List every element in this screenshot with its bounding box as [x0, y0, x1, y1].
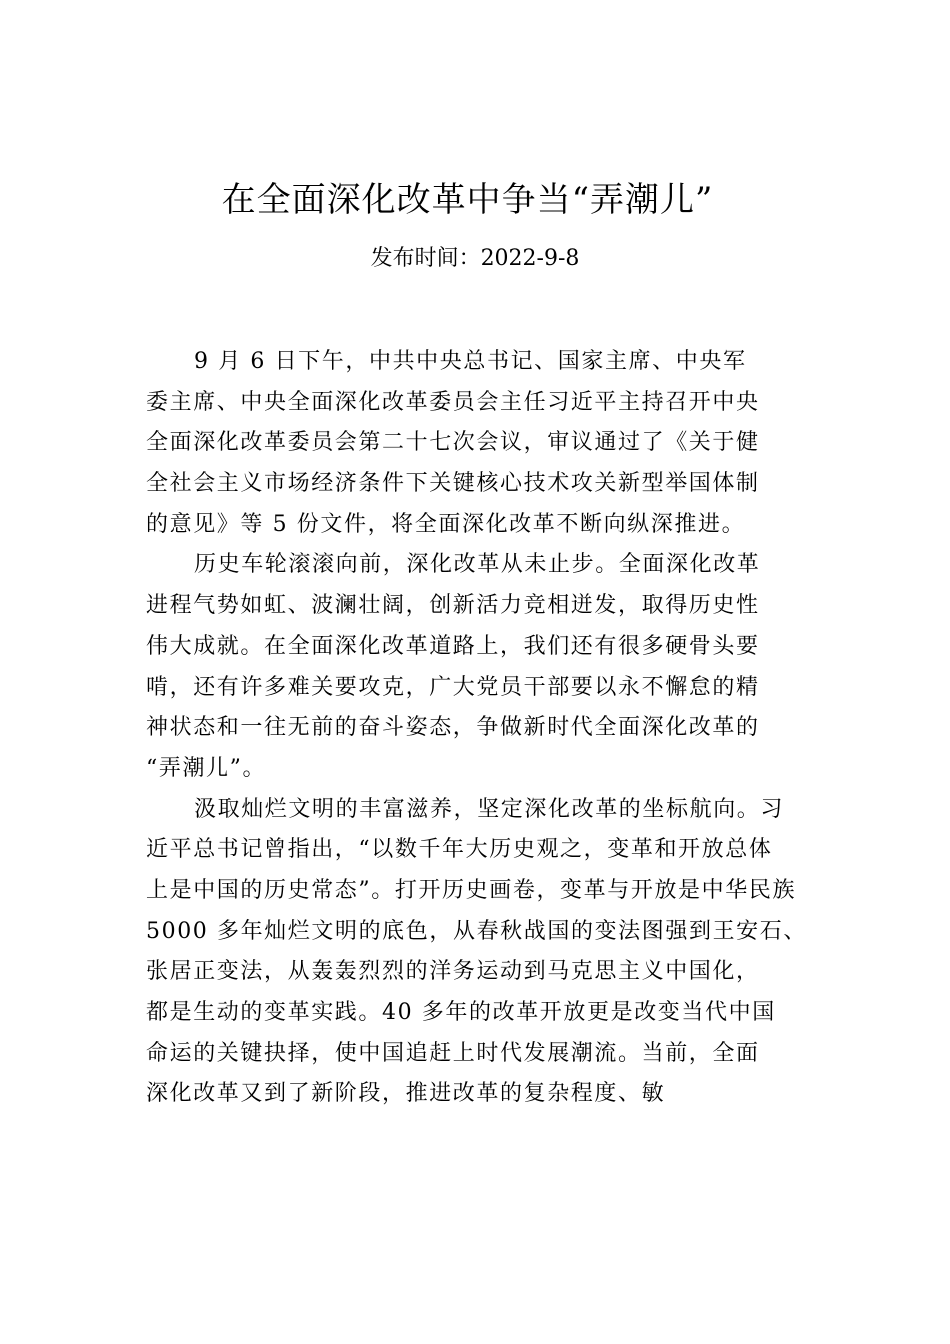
paragraph-1-line-5: 的意见》等 5 份文件，将全面深化改革不断向纵深推进。	[146, 511, 746, 537]
paragraph-3-line-8: 深化改革又到了新阶段，推进改革的复杂程度、敏	[146, 1081, 666, 1107]
paragraph-2-line-5: 神状态和一往无前的奋斗姿态，争做新时代全面深化改革的	[146, 715, 760, 741]
publish-date: 发布时间：2022-9-8	[370, 246, 580, 271]
paragraph-2-line-3: 伟大成就。在全面深化改革道路上，我们还有很多硬骨头要	[146, 633, 760, 659]
document-title: 在全面深化改革中争当“弄潮儿”	[221, 180, 714, 220]
paragraph-3-line-4: 5000 多年灿烂文明的底色，从春秋战国的变法图强到王安石、	[146, 918, 807, 944]
paragraph-2-line-4: 啃，还有许多难关要攻克，广大党员干部要以永不懈怠的精	[146, 674, 760, 700]
paragraph-3-line-6: 都是生动的变革实践。40 多年的改革开放更是改变当代中国	[146, 1000, 776, 1025]
paragraph-3-line-1: 汲取灿烂文明的丰富滋养，坚定深化改革的坐标航向。习	[194, 796, 785, 822]
paragraph-3-line-7: 命运的关键抉择，使中国追赶上时代发展潮流。当前，全面	[146, 1040, 760, 1066]
paragraph-2-line-2: 进程气势如虹、波澜壮阔，创新活力竞相迸发，取得历史性	[146, 593, 760, 619]
paragraph-1-line-3: 全面深化改革委员会第二十七次会议，审议通过了《关于健	[146, 430, 760, 456]
paragraph-3-line-5: 张居正变法，从轰轰烈烈的洋务运动到马克思主义中国化，	[146, 959, 760, 985]
paragraph-3-line-2: 近平总书记曾指出，“以数千年大历史观之，变革和开放总体	[146, 837, 773, 863]
paragraph-3-line-3: 上是中国的历史常态”。打开历史画卷，变革与开放是中华民族	[146, 877, 797, 903]
paragraph-2-line-1: 历史车轮滚滚向前，深化改革从未止步。全面深化改革	[194, 552, 761, 578]
article-body	[146, 342, 846, 1115]
paragraph-1-line-1: 9 月 6 日下午，中共中央总书记、国家主席、中央军	[194, 349, 747, 374]
paragraph-1-line-4: 全社会主义市场经济条件下关键核心技术攻关新型举国体制	[146, 471, 760, 497]
paragraph-1-line-2: 委主席、中央全面深化改革委员会主任习近平主持召开中央	[146, 389, 760, 415]
paragraph-2-line-6: “弄潮儿”。	[146, 755, 267, 781]
